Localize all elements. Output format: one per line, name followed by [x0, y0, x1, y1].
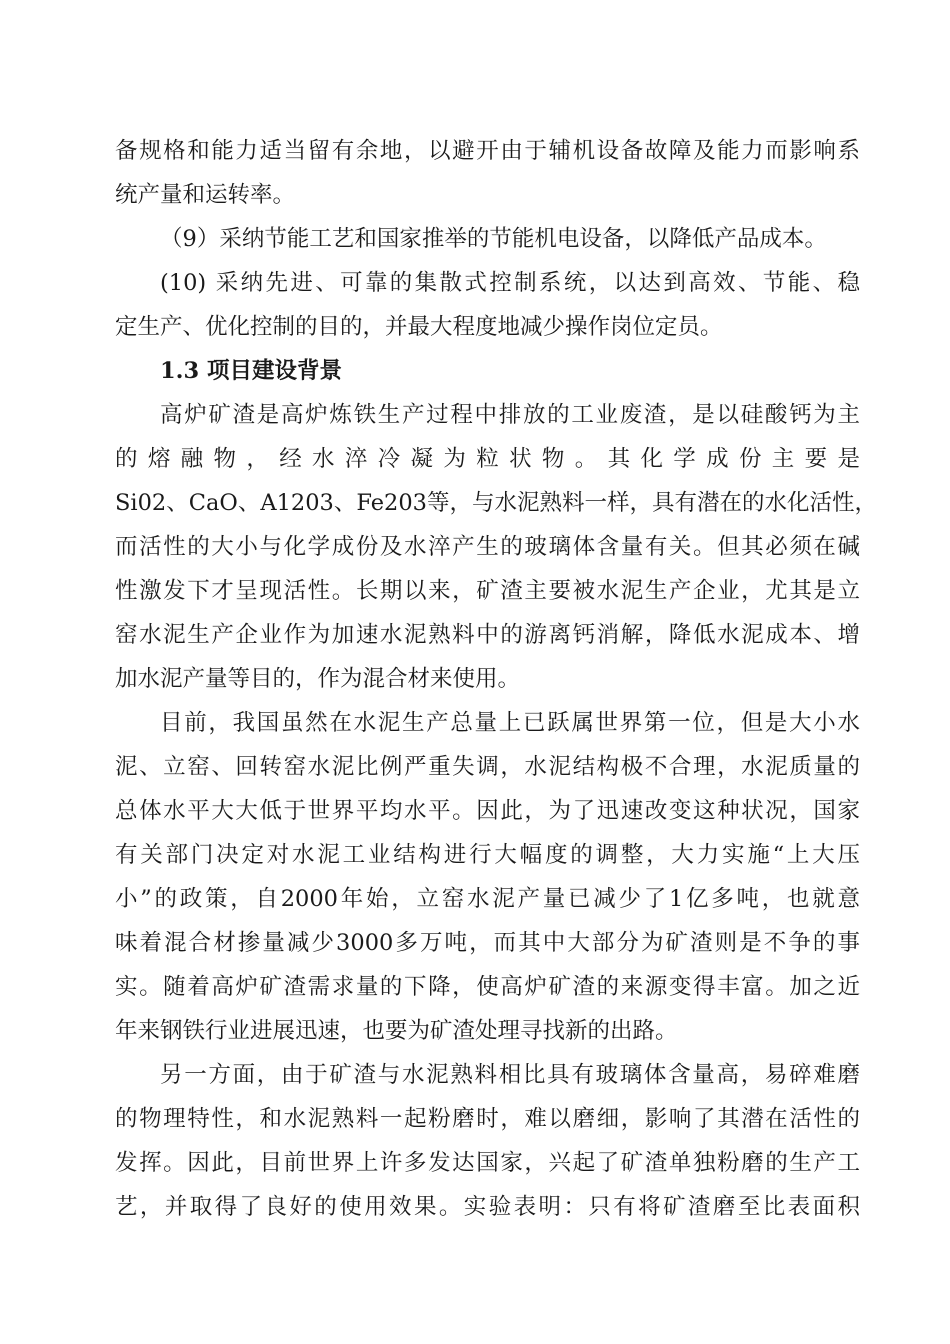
- text-line: 的熔融物，经水淬冷凝为粒状物。其化学成份主要是: [115, 446, 860, 472]
- paragraph-first-line: 另一方面，由于矿渣与水泥熟料相比具有玻璃体含量高，易碎难磨: [160, 1062, 860, 1088]
- text-line: 发挥。因此，目前世界上许多发达国家，兴起了矿渣单独粉磨的生产工: [115, 1150, 860, 1176]
- text-line: Si02、CaO、A1203、Fe203等，与水泥熟料一样，具有潜在的水化活性，: [115, 490, 877, 516]
- section-heading: 1.3 项目建设背景: [160, 358, 342, 384]
- text-line: 备规格和能力适当留有余地，以避开由于辅机设备故障及能力而影响系: [115, 138, 860, 164]
- text-line: 加水泥产量等目的，作为混合材来使用。: [115, 666, 521, 692]
- text-line: 性激发下才呈现活性。长期以来，矿渣主要被水泥生产企业，尤其是立: [115, 578, 860, 604]
- list-item-10: (10) 采纳先进、可靠的集散式控制系统，以达到高效、节能、稳: [160, 270, 860, 296]
- paragraph-first-line: 高炉矿渣是高炉炼铁生产过程中排放的工业废渣，是以硅酸钙为主: [160, 402, 860, 428]
- text-line: 年来钢铁行业进展迅速，也要为矿渣处理寻找新的出路。: [115, 1018, 678, 1044]
- text-line: 总体水平大大低于世界平均水平。因此，为了迅速改变这种状况，国家: [115, 798, 860, 824]
- text-line: 统产量和运转率。: [115, 182, 296, 208]
- text-line: 小”的政策，自2000年始，立窑水泥产量已减少了1亿多吨，也就意: [115, 886, 860, 912]
- text-line: 的物理特性，和水泥熟料一起粉磨时，难以磨细，影响了其潜在活性的: [115, 1106, 860, 1132]
- text-line: 定生产、优化控制的目的，并最大程度地减少操作岗位定员。: [115, 314, 723, 340]
- text-line: 味着混合材掺量减少3000多万吨，而其中大部分为矿渣则是不争的事: [115, 930, 860, 956]
- text-line: 泥、立窑、回转窑水泥比例严重失调，水泥结构极不合理，水泥质量的: [115, 754, 860, 780]
- text-line: 有关部门决定对水泥工业结构进行大幅度的调整，大力实施“上大压: [115, 842, 860, 868]
- text-line: 而活性的大小与化学成份及水淬产生的玻璃体含量有关。但其必须在碱: [115, 534, 860, 560]
- text-line: 窑水泥生产企业作为加速水泥熟料中的游离钙消解，降低水泥成本、增: [115, 622, 860, 648]
- paragraph-first-line: 目前，我国虽然在水泥生产总量上已跃属世界第一位，但是大小水: [160, 710, 860, 736]
- list-item-9: （9）采纳节能工艺和国家推举的节能机电设备，以降低产品成本。: [160, 226, 827, 252]
- text-line: 艺，并取得了良好的使用效果。实验表明：只有将矿渣磨至比表面积: [115, 1194, 860, 1220]
- text-line: 实。随着高炉矿渣需求量的下降，使高炉矿渣的来源变得丰富。加之近: [115, 974, 860, 1000]
